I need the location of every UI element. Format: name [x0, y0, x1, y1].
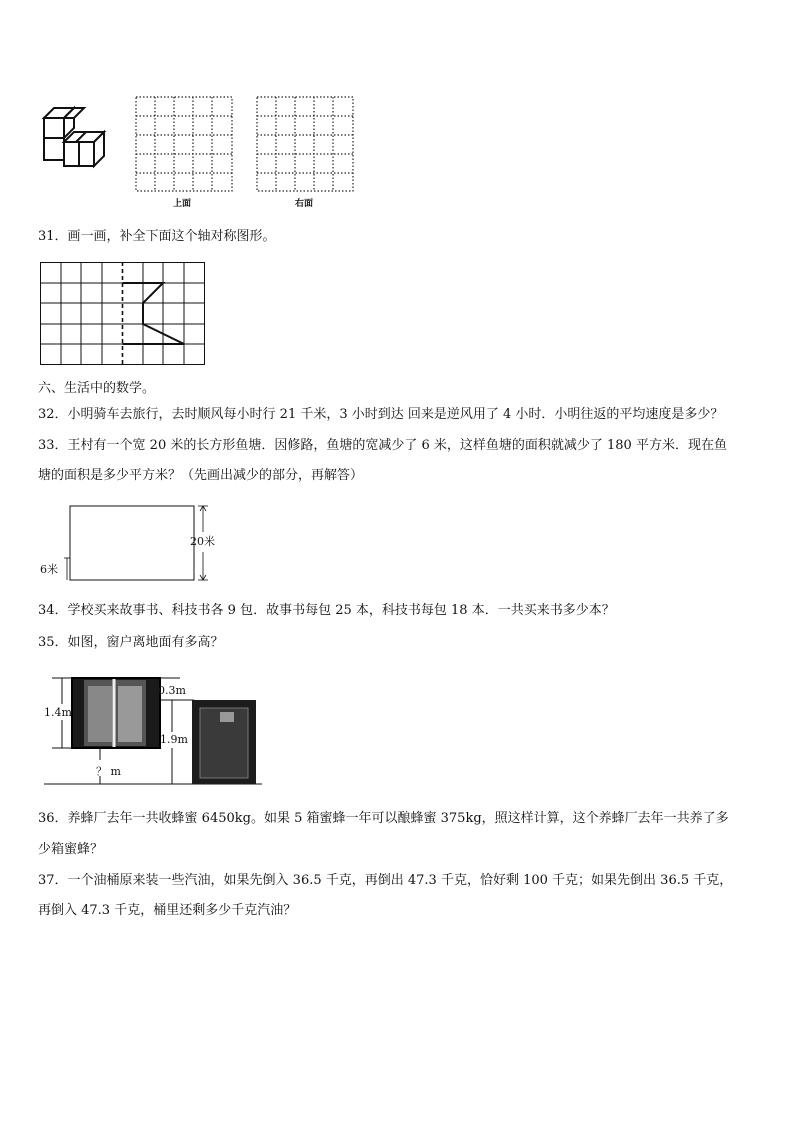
width-label: 20米 [190, 535, 215, 548]
question-37-line1: 37．一个油桶原来装一些汽油，如果先倒入 36.5 千克，再倒出 47.3 千克，恰好剩 100 千克；如果先倒出 36.5 千克， [38, 873, 733, 888]
question-32: 32．小明骑车去旅行，去时顺风每小时行 21 千米，3 小时到达 回来是逆风用了 4 小时．小明往返的平均速度是多少？ [38, 407, 724, 422]
question-36-line2: 少箱蜜蜂？ [38, 842, 104, 857]
dotted-grid-right[interactable] [256, 96, 354, 192]
cube-stack-figure [40, 104, 110, 170]
cabinet-height-label: 1.9m [160, 733, 188, 746]
question-33-line1: 33．王村有一个宽 20 米的长方形鱼塘．因修路，鱼塘的宽减少了 6 米，这样鱼塘的面积就减少了 180 平方米．现在鱼 [38, 438, 727, 453]
half-figure [123, 283, 185, 344]
question-31: 31．画一画，补全下面这个轴对称图形。 [38, 229, 276, 244]
symmetry-grid[interactable] [40, 262, 206, 366]
question-35: 35．如图，窗户离地面有多高？ [38, 635, 224, 650]
section-heading: 六、生活中的数学。 [38, 381, 156, 396]
cut-label: 6米 [40, 563, 58, 576]
right-view-label: 右面 [295, 199, 314, 209]
top-view-label: 上面 [173, 199, 192, 209]
question-34: 34．学校买来故事书、科技书各 9 包．故事书每包 25 本，科技书每包 18 本．一共买来书多少本？ [38, 603, 615, 618]
window-height-label: 1.4m [44, 706, 72, 719]
question-37-line2: 再倒入 47.3 千克，桶里还剩多少千克汽油？ [38, 903, 297, 918]
gap-label: 0.3m [158, 684, 186, 697]
unknown-height-label: ？ m [96, 765, 121, 778]
question-36-line1: 36．养蜂厂去年一共收蜂蜜 6450kg。如果 5 箱蜜蜂一年可以酿蜂蜜 375kg，照这样计算，这个养蜂厂去年一共养了多 [38, 811, 729, 826]
dotted-grid-top[interactable] [135, 96, 233, 192]
question-33-line2: 塘的面积是多少平方米？（先画出减少的部分，再解答） [38, 468, 364, 483]
